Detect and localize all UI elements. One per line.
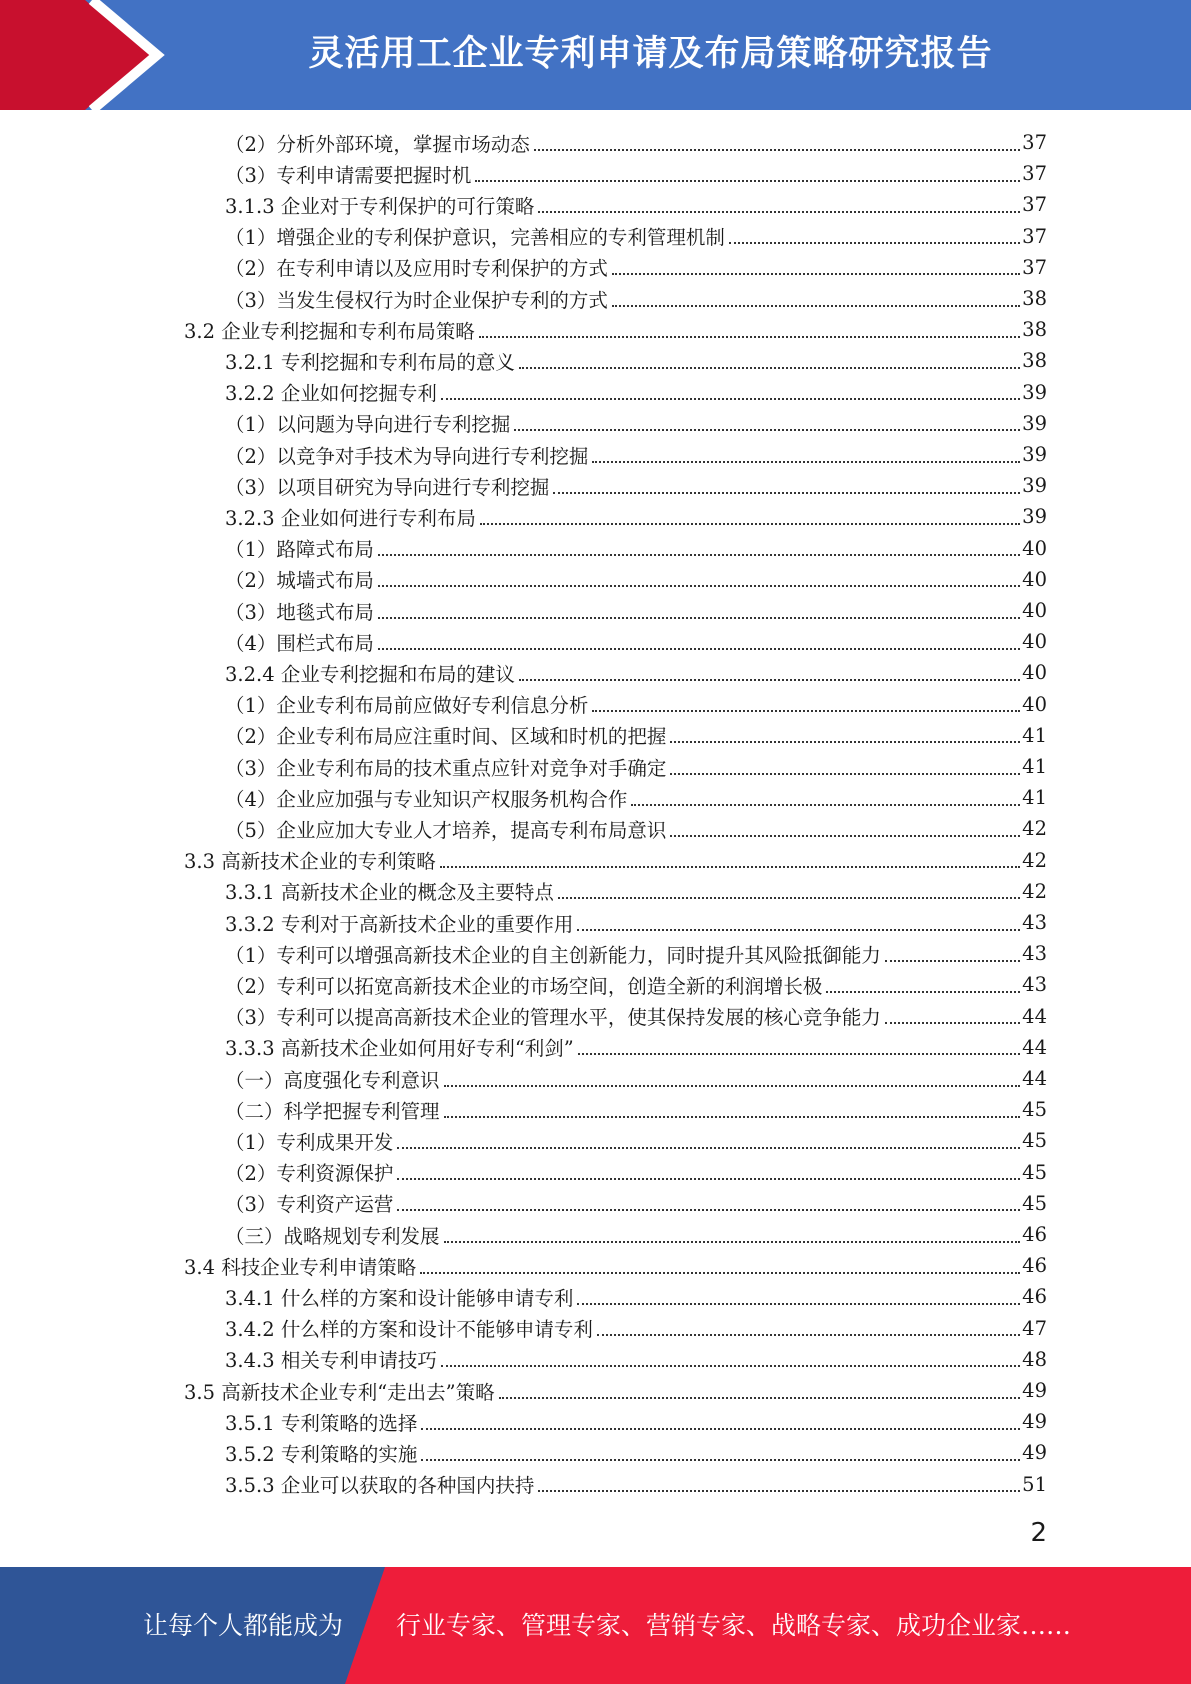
toc-entry-label: （2）城墙式布局	[225, 569, 374, 593]
toc-entry-page: 38	[1022, 318, 1047, 342]
toc-entry[interactable]	[225, 439, 1047, 470]
toc-entry[interactable]	[225, 1094, 1047, 1125]
toc-entry-label: （2）以竞争对手技术为导向进行专利挖掘	[225, 444, 589, 468]
toc-dot-leader	[592, 710, 1020, 712]
toc-dot-leader	[378, 554, 1020, 556]
toc-entry[interactable]	[225, 345, 1047, 376]
toc-entry[interactable]	[225, 907, 1047, 938]
toc-entry-page: 39	[1022, 443, 1047, 466]
toc-entry-page: 39	[1022, 380, 1047, 404]
toc-entry-label: 3.2.4 企业专利挖掘和布局的建议	[225, 662, 515, 686]
toc-entry-label: 3.4.1 什么样的方案和设计能够申请专利	[225, 1286, 574, 1310]
toc-entry-page: 49	[1022, 1410, 1047, 1434]
toc-entry[interactable]	[225, 938, 1047, 969]
toc-entry-page: 45	[1022, 1129, 1047, 1153]
toc-entry-page: 39	[1022, 474, 1047, 498]
toc-entry-label: 3.4.2 什么样的方案和设计不能够申请专利	[225, 1318, 593, 1342]
toc-entry[interactable]	[225, 221, 1047, 252]
toc-entry-label: 3.5 高新技术企业专利“走出去”策略	[184, 1380, 495, 1404]
toc-entry-label: （二）科学把握专利管理	[225, 1099, 440, 1123]
toc-entry-label: 3.5.2 专利策略的实施	[225, 1442, 418, 1466]
toc-entry-label: 3.3.1 高新技术企业的概念及主要特点	[225, 881, 554, 905]
toc-entry[interactable]	[225, 1001, 1047, 1032]
toc-entry-label: 3.1.3 企业对于专利保护的可行策略	[225, 194, 535, 218]
toc-entry-label: （一）高度强化专利意识	[225, 1068, 440, 1092]
toc-entry[interactable]	[225, 876, 1047, 907]
toc-dot-leader	[479, 336, 1020, 338]
toc-entry[interactable]	[225, 1063, 1047, 1094]
toc-entry[interactable]	[225, 533, 1047, 564]
toc-dot-leader	[553, 492, 1020, 494]
toc-dot-leader	[475, 180, 1020, 182]
toc-entry[interactable]	[225, 189, 1047, 220]
page-header	[0, 0, 1191, 110]
toc-entry-label: （1）专利可以增强高新技术企业的自主创新能力，同时提升其风险抵御能力	[225, 943, 881, 967]
toc-entry-label: 3.3.3 高新技术企业如何用好专利“利剑”	[225, 1037, 574, 1061]
toc-entry-label: （1）专利成果开发	[225, 1130, 394, 1154]
toc-entry[interactable]	[184, 314, 1047, 345]
toc-entry-page: 37	[1022, 162, 1047, 186]
toc-entry-label: （2）在专利申请以及应用时专利保护的方式	[225, 257, 608, 281]
toc-entry-page: 40	[1022, 567, 1047, 591]
toc-entry[interactable]	[225, 1032, 1047, 1063]
toc-dot-leader	[631, 804, 1020, 806]
toc-entry[interactable]	[225, 377, 1047, 408]
toc-entry-label: 3.2.2 企业如何挖掘专利	[225, 382, 437, 406]
toc-entry-page: 40	[1022, 536, 1047, 560]
toc-dot-leader	[444, 1085, 1021, 1087]
toc-dot-leader	[592, 461, 1020, 463]
toc-entry-label: （4）围栏式布局	[225, 631, 374, 655]
toc-entry[interactable]	[225, 501, 1047, 532]
toc-dot-leader	[397, 1209, 1020, 1211]
toc-dot-leader	[499, 1397, 1021, 1399]
toc-entry-page: 46	[1022, 1285, 1047, 1309]
toc-entry-page: 49	[1022, 1441, 1047, 1465]
toc-entry-page: 45	[1022, 1098, 1047, 1122]
toc-dot-leader	[440, 866, 1020, 868]
toc-entry[interactable]	[225, 751, 1047, 782]
toc-dot-leader	[421, 1428, 1020, 1430]
toc-entry-page: 51	[1022, 1472, 1047, 1496]
toc-entry-label: （4）企业应加强与专业知识产权服务机构合作	[225, 787, 628, 811]
toc-entry[interactable]	[225, 1344, 1047, 1375]
toc-entry-page: 37	[1022, 255, 1047, 279]
toc-entry-label: （3）企业专利布局的技术重点应针对竞争对手确定	[225, 756, 667, 780]
toc-entry-page: 42	[1022, 817, 1047, 841]
toc-dot-leader	[670, 835, 1020, 837]
toc-entry-label: （1）企业专利布局前应做好专利信息分析	[225, 694, 589, 718]
toc-entry[interactable]	[225, 626, 1047, 657]
toc-entry-label: 3.3 高新技术企业的专利策略	[184, 850, 436, 874]
toc-dot-leader	[441, 1365, 1020, 1367]
toc-entry[interactable]	[225, 564, 1047, 595]
toc-entry-label: （3）专利可以提高高新技术企业的管理水平，使其保持发展的核心竞争能力	[225, 1006, 881, 1030]
toc-entry-page: 39	[1022, 505, 1047, 529]
toc-dot-leader	[885, 960, 1020, 962]
toc-entry[interactable]	[225, 1437, 1047, 1468]
toc-dot-leader	[519, 367, 1020, 369]
toc-dot-leader	[514, 429, 1020, 431]
toc-entry[interactable]	[225, 969, 1047, 1000]
toc-entry-label: （5）企业应加大专业人才培养，提高专利布局意识	[225, 818, 667, 842]
toc-dot-leader	[378, 585, 1020, 587]
toc-entry[interactable]	[225, 689, 1047, 720]
toc-entry-page: 42	[1022, 879, 1047, 903]
toc-entry-label: （3）以项目研究为导向进行专利挖掘	[225, 475, 550, 499]
toc-entry[interactable]	[225, 1219, 1047, 1250]
toc-entry-page: 37	[1022, 193, 1047, 217]
toc-dot-leader	[480, 523, 1020, 525]
toc-entry[interactable]	[225, 1313, 1047, 1344]
toc-entry[interactable]	[225, 1469, 1047, 1500]
toc-entry-label: （1）以问题为导向进行专利挖掘	[225, 413, 511, 437]
toc-entry-label: （2）分析外部环境，掌握市场动态	[225, 132, 530, 156]
toc-entry-label: （2）专利可以拓宽高新技术企业的市场空间，创造全新的利润增长极	[225, 974, 823, 998]
toc-entry-label: （1）增强企业的专利保护意识，完善相应的专利管理机制	[225, 226, 725, 250]
toc-entry[interactable]	[225, 1406, 1047, 1437]
toc-entry[interactable]	[225, 252, 1047, 283]
toc-entry[interactable]	[225, 1125, 1047, 1156]
toc-dot-leader	[885, 1022, 1020, 1024]
toc-dot-leader	[577, 1303, 1020, 1305]
toc-entry-page: 41	[1022, 786, 1047, 810]
toc-entry[interactable]	[225, 158, 1047, 189]
toc-entry-page: 41	[1022, 723, 1047, 747]
toc-entry-label: （2）专利资源保护	[225, 1162, 394, 1186]
toc-entry[interactable]	[225, 657, 1047, 688]
toc-entry-label: （3）专利资产运营	[225, 1193, 394, 1217]
footer-slogan-right: 行业专家、管理专家、营销专家、战略专家、成功企业家……	[396, 1611, 1072, 1640]
page-number: 2	[1030, 1518, 1047, 1548]
footer-slogan-left: 让每个人都能成为	[143, 1611, 344, 1640]
toc-dot-leader	[397, 1178, 1020, 1180]
toc-entry-page: 37	[1022, 131, 1047, 154]
toc-entry-page: 43	[1022, 942, 1047, 966]
toc-entry-page: 46	[1022, 1254, 1047, 1278]
toc-entry-page: 40	[1022, 692, 1047, 716]
toc-entry-page: 40	[1022, 661, 1047, 685]
toc-entry[interactable]	[225, 470, 1047, 501]
toc-dot-leader	[612, 305, 1020, 307]
toc-entry-page: 37	[1022, 224, 1047, 248]
toc-dot-leader	[670, 741, 1020, 743]
toc-entry-page: 45	[1022, 1191, 1047, 1215]
toc-dot-leader	[826, 991, 1020, 993]
toc-entry-label: 3.3.2 专利对于高新技术企业的重要作用	[225, 912, 574, 936]
toc-entry-label: 3.4 科技企业专利申请策略	[184, 1255, 417, 1279]
toc-entry[interactable]	[184, 1250, 1047, 1281]
toc-dot-leader	[397, 1147, 1020, 1149]
toc-entry-label: （3）地毯式布局	[225, 600, 374, 624]
toc-dot-leader	[420, 1272, 1020, 1274]
toc-entry-label: 3.4.3 相关专利申请技巧	[225, 1349, 437, 1373]
toc-entry-page: 41	[1022, 755, 1047, 778]
toc-dot-leader	[577, 929, 1020, 931]
toc-entry-label: 3.2.3 企业如何进行专利布局	[225, 506, 476, 530]
toc-entry[interactable]	[225, 408, 1047, 439]
toc-entry-label: 3.5.1 专利策略的选择	[225, 1411, 418, 1435]
toc-entry-label: （三）战略规划专利发展	[225, 1224, 440, 1248]
toc-dot-leader	[444, 1241, 1021, 1243]
toc-dot-leader	[378, 648, 1020, 650]
toc-entry-page: 44	[1022, 1004, 1047, 1028]
toc-entry-page: 38	[1022, 349, 1047, 373]
toc-dot-leader	[538, 211, 1020, 213]
toc-dot-leader	[441, 398, 1020, 400]
toc-dot-leader	[444, 1116, 1021, 1118]
toc-dot-leader	[519, 679, 1020, 681]
toc-dot-leader	[421, 1459, 1020, 1461]
toc-entry[interactable]	[225, 782, 1047, 813]
page-footer	[0, 1567, 1191, 1684]
toc-entry-page: 48	[1022, 1347, 1047, 1371]
toc-entry-page: 44	[1022, 1067, 1047, 1090]
toc-entry-label: （1）路障式布局	[225, 538, 374, 562]
toc-dot-leader	[597, 1334, 1020, 1336]
toc-entry-page: 44	[1022, 1035, 1047, 1059]
toc-entry[interactable]	[225, 813, 1047, 844]
toc-entry[interactable]	[225, 1281, 1047, 1312]
toc-entry-page: 45	[1022, 1160, 1047, 1184]
toc-entry[interactable]	[184, 845, 1047, 876]
toc-entry[interactable]	[225, 595, 1047, 626]
toc-entry[interactable]	[225, 1157, 1047, 1188]
toc-dot-leader	[558, 897, 1020, 899]
toc-entry-label: （3）当发生侵权行为时企业保护专利的方式	[225, 288, 608, 312]
toc-entry-page: 43	[1022, 911, 1047, 934]
toc-dot-leader	[578, 1053, 1020, 1055]
toc-entry-page: 42	[1022, 848, 1047, 872]
toc-entry[interactable]	[225, 720, 1047, 751]
toc-entry-label: 3.2.1 专利挖掘和专利布局的意义	[225, 350, 515, 374]
toc-entry[interactable]	[225, 1188, 1047, 1219]
toc-entry-label: 3.2 企业专利挖掘和专利布局策略	[184, 319, 475, 343]
toc-entry-page: 39	[1022, 411, 1047, 435]
toc-entry-page: 38	[1022, 287, 1047, 310]
toc-dot-leader	[538, 1490, 1020, 1492]
toc-entry-page: 49	[1022, 1379, 1047, 1402]
toc-dot-leader	[729, 242, 1020, 244]
toc-entry[interactable]	[225, 127, 1047, 158]
document-title: 灵活用工企业专利申请及布局策略研究报告	[308, 34, 993, 74]
toc-dot-leader	[670, 773, 1020, 775]
toc-dot-leader	[612, 273, 1020, 275]
toc-entry-page: 47	[1022, 1316, 1047, 1340]
toc-entry[interactable]	[225, 283, 1047, 314]
toc-entry-page: 43	[1022, 973, 1047, 997]
toc-entry-page: 46	[1022, 1223, 1047, 1246]
toc-entry-label: （3）专利申请需要把握时机	[225, 163, 472, 187]
toc-entry[interactable]	[184, 1375, 1047, 1406]
toc-entry-page: 40	[1022, 599, 1047, 622]
toc-entry-label: （2）企业专利布局应注重时间、区域和时机的把握	[225, 725, 667, 749]
toc-entry-page: 40	[1022, 630, 1047, 654]
toc-dot-leader	[534, 149, 1020, 151]
toc-entry-label: 3.5.3 企业可以获取的各种国内扶持	[225, 1474, 535, 1498]
toc-dot-leader	[378, 617, 1020, 619]
